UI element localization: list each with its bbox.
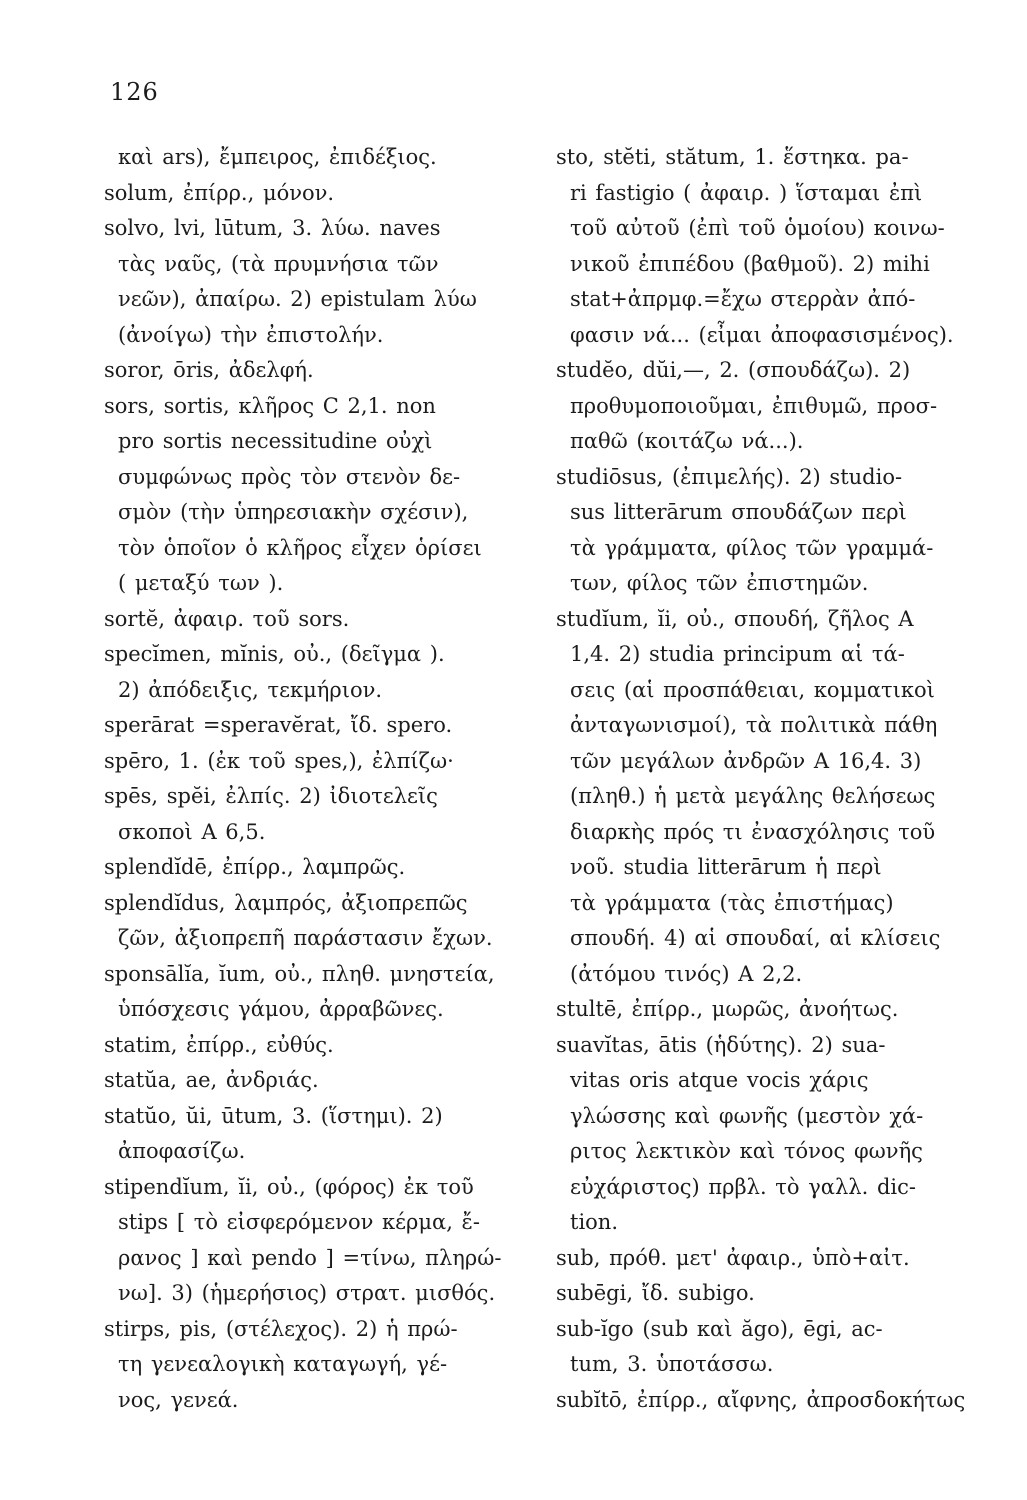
dictionary-line: solum, ἐπίρρ., μόνον. xyxy=(104,180,335,205)
dictionary-line: tion. xyxy=(570,1210,618,1234)
dictionary-line: ριτος λεκτικὸν καὶ τόνος φωνῆς xyxy=(570,1139,923,1163)
dictionary-line: ( μεταξύ των ). xyxy=(118,571,284,595)
dictionary-line: νικοῦ ἐπιπέδου (βαθμοῦ). 2) mihi xyxy=(570,251,930,276)
dictionary-line: προθυμοποιοῦμαι, ἐπιθυμῶ, προσ- xyxy=(570,393,938,418)
dictionary-line: studĕo, dŭi,—, 2. (σπουδάζω). 2) xyxy=(556,358,911,382)
dictionary-line: tum, 3. ὑποτάσσω. xyxy=(570,1352,774,1376)
dictionary-line: παθῶ (κοιτάζω νά...). xyxy=(570,429,804,453)
dictionary-line: subēgi, ἴδ. subigo. xyxy=(556,1281,755,1305)
dictionary-line: soror, ōris, ἀδελφή. xyxy=(104,358,314,382)
dictionary-line: pro sortis necessitudine οὐχὶ xyxy=(118,429,433,453)
dictionary-line: τὰς ναῦς, (τὰ πρυμνήσια τῶν xyxy=(118,251,439,276)
dictionary-line: sperārat =speravĕrat, ἴδ. spero. xyxy=(104,713,453,737)
dictionary-line: σμὸν (τὴν ὑπηρεσιακὴν σχέσιν), xyxy=(118,500,469,524)
dictionary-line: statim, ἐπίρρ., εὐθύς. xyxy=(104,1032,334,1057)
dictionary-line: φασιν νά... (εἶμαι ἀποφασισμένος). xyxy=(570,322,954,347)
dictionary-line: των, φίλος τῶν ἐπιστημῶν. xyxy=(570,571,869,595)
right-column xyxy=(556,140,996,1418)
dictionary-line: τη γενεαλογικὴ καταγωγή, γέ- xyxy=(118,1352,448,1376)
dictionary-line: ρανος ] καὶ pendo ] =τίνω, πληρώ- xyxy=(118,1245,502,1270)
dictionary-line: specĭmen, mĭnis, οὐ., (δεῖγμα ). xyxy=(104,642,445,666)
page-number: 126 xyxy=(110,78,159,106)
dictionary-line: εὐχάριστος) πρβλ. τὸ γαλλ. dic- xyxy=(570,1174,916,1199)
dictionary-line: ὑπόσχεσις γάμου, ἀρραβῶνες. xyxy=(118,997,444,1021)
dictionary-line: (πληθ.) ἡ μετὰ μεγάλης θελήσεως xyxy=(570,784,936,808)
dictionary-line: (ἀτόμου τινός) A 2,2. xyxy=(570,961,803,986)
dictionary-line: studiōsus, (ἐπιμελής). 2) studio- xyxy=(556,464,903,489)
dictionary-line: sortĕ, ἀφαιρ. τοῦ sors. xyxy=(104,606,350,631)
dictionary-line: ἀποφασίζω. xyxy=(118,1139,246,1163)
dictionary-line: νεῶν), ἀπαίρω. 2) epistulam λύω xyxy=(118,287,477,311)
dictionary-line: ἀνταγωνισμοί), τὰ πολιτικὰ πάθη xyxy=(570,713,938,737)
dictionary-line: sus litterārum σπουδάζων περὶ xyxy=(570,500,907,524)
dictionary-line: νος, γενεά. xyxy=(118,1387,239,1412)
dictionary-line: 1,4. 2) studia principum αἱ τά- xyxy=(570,642,905,666)
dictionary-line: stirps, pis, (στέλεχος). 2) ἡ πρώ- xyxy=(104,1316,458,1341)
dictionary-line: ζῶν, ἀξιοπρεπῆ παράστασιν ἔχων. xyxy=(118,926,493,950)
dictionary-line: sub-ĭgo (sub καὶ ăgo), ēgi, ac- xyxy=(556,1316,883,1341)
dictionary-line: sors, sortis, κλῆρος C 2,1. non xyxy=(104,393,436,418)
dictionary-line: spēs, spĕi, ἐλπίς. 2) ἰδιοτελεῖς xyxy=(104,784,438,808)
dictionary-line: sto, stĕti, stătum, 1. ἕστηκα. pa- xyxy=(556,145,909,169)
dictionary-line: 2) ἀπόδειξις, τεκμήριον. xyxy=(118,677,383,702)
dictionary-line: ri fastigio ( ἀφαιρ. ) ἵσταμαι ἐπὶ xyxy=(570,180,923,205)
dictionary-line: sponsālĭa, ĭum, οὐ., πληθ. μνηστεία, xyxy=(104,961,495,986)
dictionary-line: suavĭtas, ātis (ἡδύτης). 2) sua- xyxy=(556,1032,886,1057)
dictionary-line: stat+ἀπρμφ.=ἔχω στερρὰν ἀπό- xyxy=(570,287,916,311)
dictionary-line: stultē, ἐπίρρ., μωρῶς, ἀνοήτως. xyxy=(556,997,899,1021)
dictionary-line: sub, πρόθ. μετ' ἀφαιρ., ὑπὸ+αἰτ. xyxy=(556,1245,910,1270)
dictionary-line: stips [ τὸ εἰσφερόμενον κέρμα, ἔ- xyxy=(118,1210,480,1234)
dictionary-line: splendĭdē, ἐπίρρ., λαμπρῶς. xyxy=(104,855,406,879)
dictionary-line: σπουδή. 4) αἱ σπουδαί, αἱ κλίσεις xyxy=(570,926,941,950)
dictionary-line: τὰ γράμματα, φίλος τῶν γραμμά- xyxy=(570,535,934,560)
dictionary-line: spēro, 1. (ἐκ τοῦ spes,), ἐλπίζω· xyxy=(104,748,454,773)
dictionary-line: (ἀνοίγω) τὴν ἐπιστολήν. xyxy=(118,322,384,347)
dictionary-line: τῶν μεγάλων ἀνδρῶν A 16,4. 3) xyxy=(570,748,922,773)
dictionary-line: τὸν ὁποῖον ὁ κλῆρος εἶχεν ὁρίσει xyxy=(118,535,482,560)
dictionary-line: splendĭdus, λαμπρός, ἀξιοπρεπῶς xyxy=(104,890,468,915)
dictionary-line: solvo, lvi, lūtum, 3. λύω. naves xyxy=(104,216,441,240)
dictionary-line: γλώσσης καὶ φωνῆς (μεστὸν χά- xyxy=(570,1103,924,1128)
dictionary-line: συμφώνως πρὸς τὸν στενὸν δε- xyxy=(118,464,461,489)
dictionary-line: stipendĭum, ĭi, οὐ., (φόρος) ἐκ τοῦ xyxy=(104,1174,474,1199)
left-column xyxy=(104,140,524,1418)
dictionary-line: subĭtō, ἐπίρρ., αἴφνης, ἀπροσδοκήτως xyxy=(556,1387,966,1412)
dictionary-line: καὶ ars), ἔμπειρος, ἐπιδέξιος. xyxy=(118,145,437,169)
dictionary-line: statŭa, ae, ἀνδριάς. xyxy=(104,1068,319,1092)
dictionary-line: τὰ γράμματα (τὰς ἐπιστήμας) xyxy=(570,890,894,915)
dictionary-line: διαρκὴς πρός τι ἐνασχόλησις τοῦ xyxy=(570,819,936,844)
dictionary-line: studĭum, ĭi, οὐ., σπουδή, ζῆλος A xyxy=(556,606,914,631)
dictionary-line: νοῦ. studia litterārum ἡ περὶ xyxy=(570,855,882,879)
dictionary-line: statŭo, ŭi, ūtum, 3. (ἵστημι). 2) xyxy=(104,1103,443,1128)
dictionary-line: σεις (αἱ προσπάθειαι, κομματικοὶ xyxy=(570,677,935,702)
dictionary-line: τοῦ αὐτοῦ (ἐπὶ τοῦ ὁμοίου) κοινω- xyxy=(570,216,945,240)
dictionary-line: vitas oris atque vocis χάρις xyxy=(570,1068,869,1092)
dictionary-line: σκοποὶ A 6,5. xyxy=(118,819,266,844)
dictionary-line: νω]. 3) (ἡμερήσιος) στρατ. μισθός. xyxy=(118,1281,496,1305)
